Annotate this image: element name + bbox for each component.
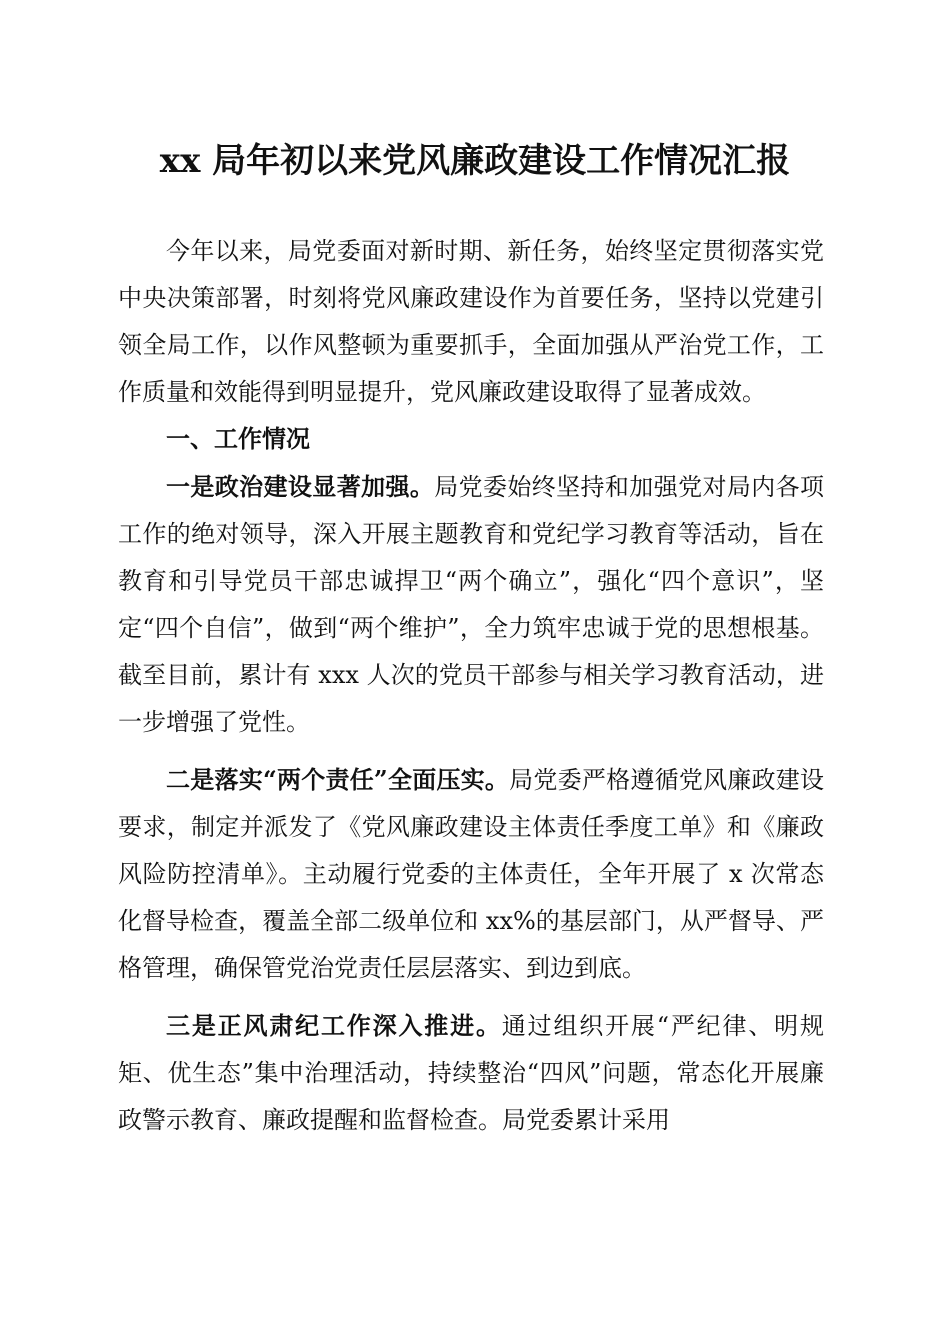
document-body — [118, 228, 824, 1144]
item-lead-political: 一是政治建设显著加强。 — [166, 472, 435, 501]
item-paragraph-political — [118, 463, 824, 746]
item-paragraph-discipline — [118, 1002, 824, 1144]
section-heading-work-status: 一、工作情况 — [166, 425, 310, 453]
item-lead-responsibility: 二是落实“两个责任”全面压实。 — [166, 765, 510, 794]
item-text-responsibility: 局党委严格遵循党风廉政建设要求，制定并派发了《党风廉政建设主体责任季度工单》和《廉政风险防控清单》。主动履行党委的主体责任，全年开展了 x 次常态化督导检查，覆盖全部二级单位和 xx%的基层部门，从严督导、严格管理，确保管党治党责任层层落实、到边到底。 — [118, 766, 825, 982]
item-paragraph-responsibility — [118, 756, 824, 992]
item-lead-discipline: 三是正风肃纪工作深入推进。 — [166, 1011, 502, 1040]
intro-paragraph: 今年以来，局党委面对新时期、新任务，始终坚定贯彻落实党中央决策部署，时刻将党风廉政建设作为首要任务，坚持以党建引领全局工作，以作风整顿为重要抓手，全面加强从严治党工作，工作质量和效能得到明显提升，党风廉政建设取得了显著成效。 — [118, 237, 824, 406]
item-text-political: 局党委始终坚持和加强党对局内各项工作的绝对领导，深入开展主题教育和党纪学习教育等活动，旨在教育和引导党员干部忠诚捍卫“两个确立”，强化“四个意识”，坚定“四个自信”，做到“两个维护”，全力筑牢忠诚于党的思想根基。截至目前，累计有 xxx 人次的党员干部参与相关学习教育活动，进一步增强了党性。 — [118, 473, 825, 736]
item-text-discipline: 通过组织开展“严纪律、明规矩、优生态”集中治理活动，持续整治“四风”问题，常态化开展廉政警示教育、廉政提醒和监督检查。局党委累计采用 — [118, 1012, 824, 1134]
document-title: xx 局年初以来党风廉政建设工作情况汇报 — [159, 141, 791, 181]
